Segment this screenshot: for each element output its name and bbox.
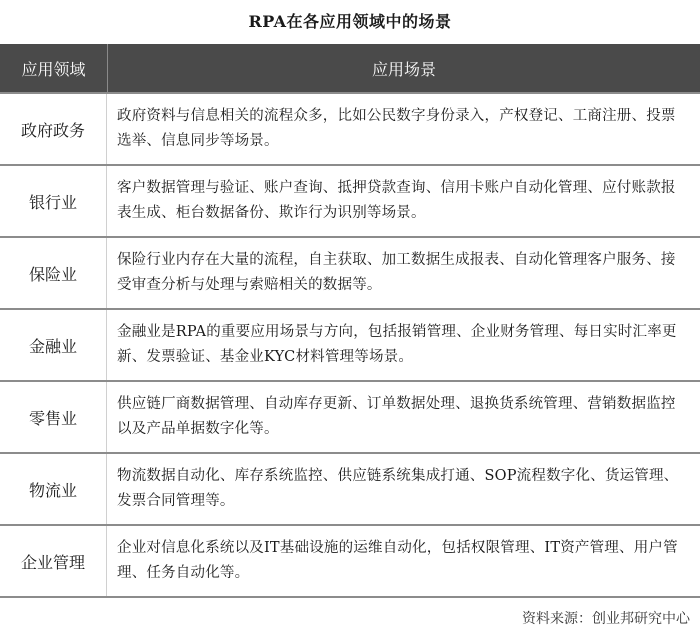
source-note: 资料来源：创业邦研究中心 — [522, 611, 690, 627]
row-domain: 银行业 — [0, 166, 107, 236]
row-scene: 保险行业内存在大量的流程，自主获取、加工数据生成报表、自动化管理客户服务、接受审查分析与处理与索赔相关的数据等。 — [117, 252, 676, 293]
row-scene: 客户数据管理与验证、账户查询、抵押贷款查询、信用卡账户自动化管理、应付账款报表生成、柜台数据备份、欺诈行为识别等场景。 — [117, 180, 676, 221]
row-scene: 政府资料与信息相关的流程众多，比如公民数字身份录入，产权登记、工商注册、投票选举、信息同步等场景。 — [117, 108, 676, 149]
table-row — [0, 524, 700, 596]
row-scene: 企业对信息化系统以及IT基础设施的运维自动化，包括权限管理、IT资产管理、用户管理、任务自动化等。 — [117, 540, 678, 581]
table-row — [0, 380, 700, 452]
row-domain: 保险业 — [0, 238, 107, 308]
header-scene: 应用场景 — [371, 59, 436, 79]
row-domain: 政府政务 — [0, 94, 107, 164]
table-header — [0, 44, 700, 92]
scenario-table — [0, 44, 700, 598]
table-row — [0, 308, 700, 380]
table-row — [0, 236, 700, 308]
row-scene: 物流数据自动化、库存系统监控、供应链系统集成打通、SOP流程数字化、货运管理、发票合同管理等。 — [117, 468, 679, 509]
table-title: RPA在各应用领域中的场景 — [248, 12, 452, 31]
row-domain: 金融业 — [0, 310, 107, 380]
row-domain: 物流业 — [0, 454, 107, 524]
row-scene: 供应链厂商数据管理、自动库存更新、订单数据处理、退换货系统管理、营销数据监控以及产品单据数字化等。 — [117, 396, 676, 437]
table-row — [0, 164, 700, 236]
header-domain: 应用领域 — [0, 44, 108, 92]
table-row — [0, 92, 700, 164]
row-scene: 金融业是RPA的重要应用场景与方向，包括报销管理、企业财务管理、每日实时汇率更新、发票验证、基金业KYC材料管理等场景。 — [117, 324, 677, 365]
table-row — [0, 452, 700, 524]
row-domain: 企业管理 — [0, 526, 107, 596]
table-bottom-rule — [0, 596, 700, 598]
row-domain: 零售业 — [0, 382, 107, 452]
